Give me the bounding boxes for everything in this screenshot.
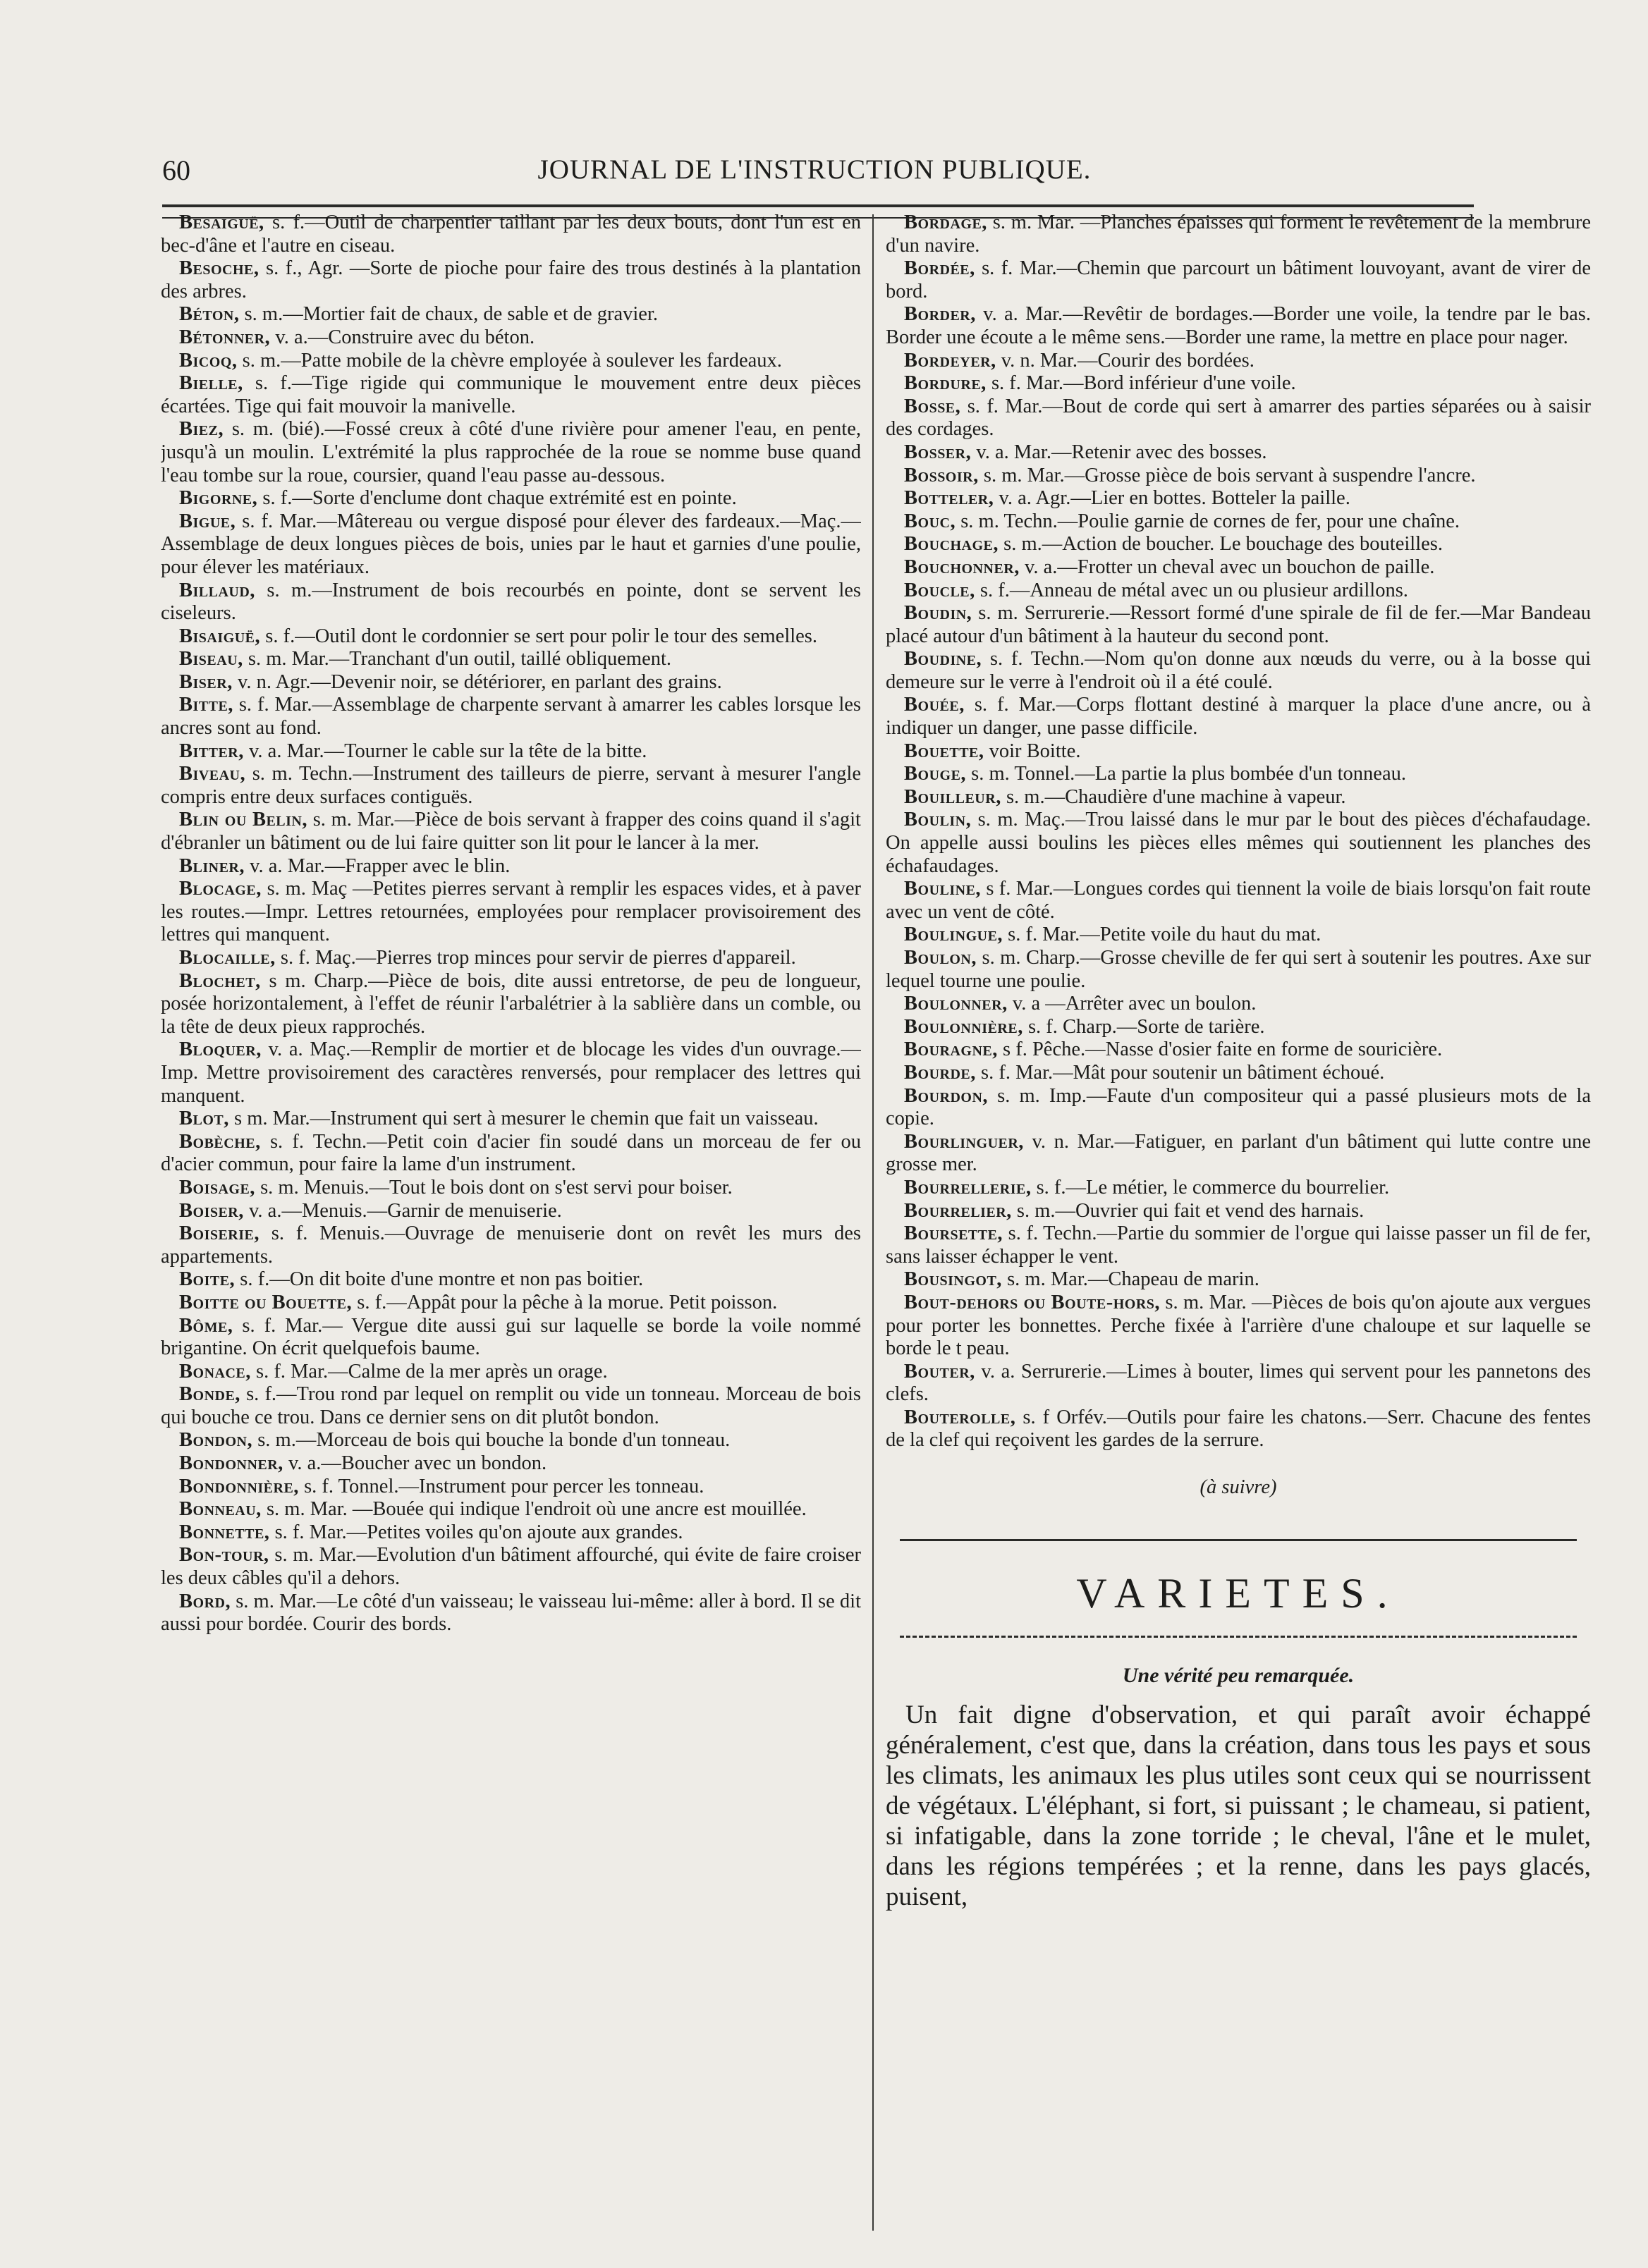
dictionary-entry <box>161 1590 861 1636</box>
entry-definition: s. f.—Le métier, le commerce du bourrelier. <box>1031 1176 1390 1199</box>
entry-definition: s. f. Techn.—Nom qu'on donne aux nœuds du verre, ou à la bosse qui demeure sur le verre à l'endroit où il a été coulé. <box>886 648 1591 693</box>
dictionary-entry <box>161 694 861 740</box>
page-number: 60 <box>162 154 190 186</box>
entry-definition: v. n. Mar.—Fatiguer, en parlant d'un bâtiment qui lutte contre une grosse mer. <box>886 1130 1591 1176</box>
entry-headword: Bordeyer, <box>904 349 996 372</box>
entry-headword: Blocaille, <box>179 947 276 969</box>
entry-headword: Boisage, <box>179 1176 255 1199</box>
dictionary-entry <box>161 1200 861 1223</box>
dictionary-entry <box>886 1131 1591 1177</box>
entry-headword: Boursette, <box>904 1222 1003 1245</box>
column-divider <box>872 214 874 2231</box>
entry-definition: v. a —Arrêter avec un boulon. <box>1007 993 1257 1015</box>
entry-definition: s. m. Techn.—Instrument des tailleurs de pierre, servant à mesurer l'angle compris entre deux surfaces contiguës. <box>161 763 861 808</box>
entry-headword: Bétonner, <box>179 326 271 348</box>
dictionary-entry <box>161 1361 861 1384</box>
dictionary-entry <box>886 1085 1591 1131</box>
entry-definition: v. a.—Menuis.—Garnir de menuiserie. <box>243 1199 562 1222</box>
dictionary-entry <box>161 510 861 580</box>
dictionary-entry <box>161 625 861 649</box>
dictionary-entry <box>161 970 861 1039</box>
dictionary-entry <box>886 809 1591 878</box>
entry-headword: Botteler, <box>904 487 994 510</box>
entry-definition: s. f.—Trou rond par lequel on remplit ou vide un tonneau. Morceau de bois qui bouche ce trou. Dans ce dernier sens on dit plutôt bondon. <box>161 1383 861 1428</box>
entry-definition: s. m. Imp.—Faute d'un compositeur qui a passé plusieurs mots de la copie. <box>886 1084 1591 1130</box>
entry-definition: v. a. Mar.—Frapper avec le blin. <box>244 854 511 877</box>
entry-headword: Bonace, <box>179 1360 251 1383</box>
dictionary-entry <box>886 372 1591 396</box>
entry-definition: v. a. Serrurerie.—Limes à bouter, limes qui servent pour les pannetons des clefs. <box>886 1360 1591 1406</box>
entry-definition: s. f. Mar.—Mât pour soutenir un bâtiment échoué. <box>975 1061 1385 1084</box>
entry-headword: Bosse, <box>904 395 961 417</box>
entry-definition: s. m. Mar.—Chapeau de marin. <box>1001 1268 1259 1291</box>
entry-headword: Besoche, <box>179 257 260 280</box>
section-separator <box>900 1539 1577 1541</box>
dictionary-entry <box>886 396 1591 441</box>
entry-headword: Bloquer, <box>179 1038 262 1061</box>
entry-definition: s. f. Maç.—Pierres trop minces pour servir de pierres d'appareil. <box>275 947 796 969</box>
dictionary-entry <box>161 303 861 326</box>
entry-headword: Bisaiguë, <box>179 625 261 647</box>
entry-headword: Blochet, <box>179 969 261 992</box>
dictionary-entry <box>161 947 861 970</box>
entry-headword: Bouterolle, <box>904 1406 1016 1428</box>
entry-definition: s. m. Mar.—Tranchant d'un outil, taillé obliquement. <box>243 648 672 670</box>
entry-headword: Bousingot, <box>904 1268 1002 1291</box>
dictionary-entry <box>161 418 861 487</box>
dictionary-entry <box>886 924 1591 947</box>
entry-definition: s. m. (bié).—Fossé creux à côté d'une rivière pour amener l'eau, en pente, jusqu'à un moulin. L'extrémité la plus rapprochée de la roue se nomme buse quand l'eau tombe sur la roue, coursier, quand l'eau passe au-dessous. <box>161 418 861 486</box>
dictionary-entry <box>161 740 861 764</box>
entry-definition: voir Boitte. <box>984 740 1081 762</box>
entry-definition: v. n. Mar.—Courir des bordées. <box>996 349 1255 372</box>
entry-headword: Bouge, <box>904 763 967 785</box>
dictionary-entry <box>161 763 861 809</box>
journal-title: JOURNAL DE L'INSTRUCTION PUBLIQUE. <box>537 154 1092 185</box>
entry-headword: Boudine, <box>904 648 982 670</box>
entry-definition: s. f.—Appât pour la pêche à la morue. Petit poisson. <box>352 1291 778 1313</box>
dictionary-entry <box>161 878 861 947</box>
dictionary-entry <box>886 1268 1591 1292</box>
entry-headword: Bitte, <box>179 694 233 716</box>
entry-headword: Bonnette, <box>179 1521 270 1543</box>
right-column-entries <box>886 212 1591 1452</box>
dictionary-entry <box>161 1383 861 1429</box>
dictionary-entry <box>886 510 1591 534</box>
dictionary-entry <box>161 1268 861 1292</box>
entry-headword: Bigue, <box>179 510 236 532</box>
entry-headword: Biez, <box>179 418 224 441</box>
dictionary-entry <box>886 1292 1591 1361</box>
dictionary-entry <box>161 1108 861 1131</box>
entry-definition: v. n. Agr.—Devenir noir, se détériorer, en parlant des grains. <box>232 670 722 693</box>
entry-headword: Bondonner, <box>179 1452 283 1475</box>
dictionary-entry <box>161 855 861 878</box>
entry-definition: s. f. Techn.—Partie du sommier de l'orgue qui laisse passer un fil de fer, sans laisser échapper le vent. <box>886 1222 1591 1268</box>
entry-headword: Blocage, <box>179 878 262 900</box>
dictionary-entry <box>161 1498 861 1521</box>
dictionary-entry <box>886 1177 1591 1200</box>
dictionary-entry <box>886 602 1591 648</box>
entry-definition: s. m. Techn.—Poulie garnie de cornes de fer, pour une chaîne. <box>956 510 1460 532</box>
entry-definition: s. f. Mar.—Petite voile du haut du mat. <box>1003 924 1322 946</box>
entry-headword: Blot, <box>179 1108 229 1130</box>
entry-headword: Boiserie, <box>179 1222 260 1245</box>
entry-definition: v. a.—Boucher avec un bondon. <box>283 1452 547 1475</box>
entry-headword: Bondon, <box>179 1429 253 1452</box>
dictionary-entry <box>886 786 1591 809</box>
dictionary-entry <box>161 1429 861 1452</box>
entry-headword: Boitte ou Bouette, <box>179 1291 353 1313</box>
entry-definition: s. f. Techn.—Petit coin d'acier fin soudé dans un morceau de fer ou d'acier commun, pour faire la lame d'un instrument. <box>161 1130 861 1176</box>
entry-definition: s. f. Charp.—Sorte de tarière. <box>1023 1015 1265 1038</box>
entry-headword: Bonde, <box>179 1383 240 1406</box>
entry-definition: s. m. Mar. —Pièces de bois qu'on ajoute aux vergues pour porter les bonnettes. Perche fixée à l'arrière d'une chaloupe et sur laquelle se borde le t peau. <box>886 1291 1591 1360</box>
entry-headword: Boucle, <box>904 579 975 601</box>
entry-definition: s. f.—On dit boite d'une montre et non pas boitier. <box>235 1268 644 1291</box>
dictionary-entry <box>161 1131 861 1177</box>
entry-headword: Boite, <box>179 1268 236 1291</box>
entry-headword: Bôme, <box>179 1314 233 1337</box>
entry-headword: Bourdon, <box>904 1084 989 1107</box>
dictionary-entry <box>161 257 861 303</box>
entry-headword: Boulonnière, <box>904 1015 1023 1038</box>
entry-headword: Bouc, <box>904 510 956 532</box>
to-be-continued: (à suivre) <box>1200 1476 1277 1499</box>
dictionary-entry <box>886 1016 1591 1039</box>
entry-headword: Bosser, <box>904 441 972 463</box>
dictionary-entry <box>886 1038 1591 1062</box>
entry-headword: Bigorne, <box>179 487 258 510</box>
left-column <box>161 212 861 2228</box>
dictionary-entry <box>886 556 1591 580</box>
article-body: Un fait digne d'observation, et qui paraît avoir échappé généralement, c'est que, dans la création, dans tous les pays et sous les climats, les animaux les plus utiles sont ceux qui se nourrissent de végétaux. L'éléphant, si fort, si puissant ; le chameau, si patient, si infatigable, dans la zone torride ; le cheval, l'âne et le mulet, dans les régions tempérées ; et la renne, dans les pays glacés, puisent, <box>886 1700 1591 1912</box>
entry-headword: Bouée, <box>904 694 965 716</box>
dictionary-entry <box>161 1292 861 1315</box>
entry-definition: s. f. Mar.—Corps flottant destiné à marquer la place d'une ancre, ou à indiquer un danger, une passe difficile. <box>886 694 1591 740</box>
entry-headword: Billaud, <box>179 579 255 601</box>
entry-definition: s. f. Mar.—Chemin que parcourt un bâtiment louvoyant, avant de virer de bord. <box>886 257 1591 302</box>
entry-headword: Border, <box>904 303 976 326</box>
section-dashed-rule <box>900 1636 1577 1638</box>
entry-headword: Bouette, <box>904 740 984 762</box>
entry-headword: Bourlinguer, <box>904 1130 1024 1153</box>
dictionary-entry <box>161 671 861 694</box>
dictionary-entry <box>886 350 1591 373</box>
dictionary-entry <box>886 212 1591 257</box>
entry-headword: Bondonnière, <box>179 1475 299 1497</box>
dictionary-entry <box>886 1222 1591 1268</box>
entry-headword: Bliner, <box>179 854 245 877</box>
dictionary-entry <box>161 212 861 257</box>
entry-headword: Bordure, <box>904 372 987 395</box>
dictionary-entry <box>886 580 1591 603</box>
dictionary-entry <box>161 326 861 350</box>
dictionary-entry <box>161 580 861 625</box>
entry-headword: Bouchonner, <box>904 556 1020 578</box>
entry-definition: s. f. Mar.—Mâtereau ou vergue disposé pour élever des fardeaux.—Maç.—Assemblage de deux longues pièces de bois, unies par le haut et garnies d'une poulie, pour élever les matériaux. <box>161 510 861 578</box>
entry-definition: s m. Charp.—Pièce de bois, dite aussi entretorse, de peu de longueur, posée horizontalement, à l'effet de réunir l'arbalétrier à la sablière dans un comble, ou la tête de deux pieux rapprochés. <box>161 969 861 1038</box>
entry-headword: Boiser, <box>179 1199 244 1222</box>
entry-definition: s. m. Mar.—Grosse pièce de bois servant à suspendre l'ancre. <box>978 464 1476 486</box>
entry-definition: s. f. Tonnel.—Instrument pour percer les tonneau. <box>298 1475 704 1497</box>
dictionary-entry <box>886 740 1591 764</box>
entry-definition: s. f. Mar.—Petites voiles qu'on ajoute aux grandes. <box>269 1521 683 1543</box>
entry-definition: s. m. Menuis.—Tout le bois dont on s'est servi pour boiser. <box>255 1176 733 1199</box>
entry-headword: Bielle, <box>179 372 243 395</box>
entry-definition: s. m.—Mortier fait de chaux, de sable et de gravier. <box>239 303 658 326</box>
entry-definition: s. m.—Morceau de bois qui bouche la bonde d'un tonneau. <box>252 1429 731 1452</box>
entry-definition: s. m. Maç —Petites pierres servant à remplir les espaces vides, et à paver les routes.—Impr. Lettres retournées, employées pour remplacer provisoirement des lettres qui manquent. <box>161 878 861 946</box>
entry-headword: Boulin, <box>904 809 972 831</box>
entry-headword: Biser, <box>179 670 233 693</box>
dictionary-entry <box>161 487 861 510</box>
dictionary-entry <box>886 763 1591 786</box>
entry-definition: v. a.—Construire avec du béton. <box>270 326 535 348</box>
dictionary-entry <box>886 947 1591 993</box>
entry-headword: Bonneau, <box>179 1498 262 1521</box>
entry-definition: s. f.—Outil de charpentier taillant par les deux bouts, dont l'un est en bec-d'âne et l'autre en ciseau. <box>161 212 861 257</box>
entry-headword: Bourrellerie, <box>904 1176 1032 1199</box>
entry-headword: Bouragne, <box>904 1038 998 1061</box>
entry-definition: v. a. Mar.—Tourner le cable sur la tête de la bitte. <box>243 740 647 762</box>
entry-headword: Bitter, <box>179 740 244 762</box>
dictionary-entry <box>886 1200 1591 1223</box>
entry-definition: s. m.—Ouvrier qui fait et vend des harnais. <box>1011 1199 1365 1222</box>
entry-definition: v. a. Mar.—Revêtir de bordages.—Border une voile, la tendre par le bas. Border une écoute a le même sens.—Border une rame, la mettre en place pour nager. <box>886 303 1591 348</box>
entry-headword: Bouchage, <box>904 533 999 556</box>
entry-headword: Bord, <box>179 1590 231 1612</box>
dictionary-entry <box>161 648 861 671</box>
entry-headword: Bon-tour, <box>179 1544 269 1567</box>
entry-headword: Bordage, <box>904 212 987 233</box>
dictionary-entry <box>886 1361 1591 1406</box>
entry-headword: Béton, <box>179 303 240 326</box>
dictionary-entry <box>886 441 1591 465</box>
entry-headword: Bouilleur, <box>904 785 1001 808</box>
entry-headword: Bourde, <box>904 1061 976 1084</box>
dictionary-entry <box>886 465 1591 488</box>
entry-definition: s. m. Mar.—Pièce de bois servant à frapper des coins quand il s'agit d'ébranler un bâtiment ou de lui faire quitter son lit pour le lancer à la mer. <box>161 809 861 854</box>
entry-definition: s. f.—Sorte d'enclume dont chaque extrémité est en pointe. <box>257 487 737 510</box>
entry-headword: Bicoq, <box>179 349 238 372</box>
entry-definition: s. f. Mar.—Bout de corde qui sert à amarrer des parties séparées ou à saisir des cordages. <box>886 395 1591 441</box>
entry-definition: s. f.—Anneau de métal avec un ou plusieur ardillons. <box>975 579 1408 601</box>
entry-headword: Bout-dehors ou Boute-hors, <box>904 1291 1161 1313</box>
dictionary-entry <box>161 1315 861 1361</box>
entry-headword: Boudin, <box>904 602 972 625</box>
entry-headword: Bobèche, <box>179 1130 261 1153</box>
entry-definition: s. m. Mar.—Evolution d'un bâtiment affourché, qui évite de faire croiser les deux câbles qu'il a dehors. <box>161 1544 861 1590</box>
entry-definition: s. f. Menuis.—Ouvrage de menuiserie dont on revêt les murs des appartements. <box>161 1222 861 1268</box>
entry-headword: Bourrelier, <box>904 1199 1012 1222</box>
right-column <box>886 212 1591 2228</box>
entry-definition: s. m.—Instrument de bois recourbés en pointe, dont se servent les ciseleurs. <box>161 579 861 625</box>
entry-definition: v. a. Agr.—Lier en bottes. Botteler la paille. <box>994 487 1350 510</box>
entry-definition: s. m. Maç.—Trou laissé dans le mur par le bout des pièces d'échafaudage. On appelle aussi boulins les pièces elles mêmes qui soutiennent les planches des échafaudages. <box>886 809 1591 877</box>
entry-definition: s. f. Mar.— Vergue dite aussi gui sur laquelle se borde la voile nommé brigantine. On écrit quelquefois baume. <box>161 1314 861 1360</box>
entry-definition: s. m. Mar.—Le côté d'un vaisseau; le vaisseau lui-même: aller à bord. Il se dit aussi pour bordée. Courir des bords. <box>161 1590 861 1636</box>
entry-definition: v. a. Maç.—Remplir de mortier et de blocage les vides d'un ouvrage.—Imp. Mettre provisoirement des caractères renversés, pour remplacer des lettres qui manquent. <box>161 1038 861 1107</box>
dictionary-entry <box>886 648 1591 694</box>
entry-definition: s. f.—Tige rigide qui communique le mouvement entre deux pièces écartées. Tige qui fait mouvoir la manivelle. <box>161 372 861 417</box>
dictionary-entry <box>161 1544 861 1590</box>
entry-definition: s f. Pêche.—Nasse d'osier faite en forme de souricière. <box>997 1038 1443 1061</box>
dictionary-entry <box>886 1406 1591 1452</box>
dictionary-entry <box>886 487 1591 510</box>
entry-headword: Besaiguë, <box>179 212 264 233</box>
entry-headword: Boulonner, <box>904 993 1008 1015</box>
entry-definition: s. f.—Outil dont le cordonnier se sert pour polir le tour des semelles. <box>260 625 818 647</box>
entry-definition: s. f. Mar.—Calme de la mer après un orage. <box>250 1360 608 1383</box>
entry-definition: s. m. Mar. —Bouée qui indique l'endroit où une ancre est mouillée. <box>261 1498 807 1521</box>
entry-headword: Boulingue, <box>904 924 1003 946</box>
entry-definition: s. f., Agr. —Sorte de pioche pour faire des trous destinés à la plantation des arbres. <box>161 257 861 302</box>
dictionary-entry <box>886 694 1591 740</box>
dictionary-entry <box>161 1452 861 1476</box>
dictionary-entry <box>161 1038 861 1108</box>
entry-headword: Bossoir, <box>904 464 979 486</box>
entry-headword: Blin ou Belin, <box>179 809 307 831</box>
entry-definition: s f. Mar.—Longues cordes qui tiennent la voile de biais lorsqu'on fait route avec un vent de côté. <box>886 878 1591 923</box>
entry-definition: v. a. Mar.—Retenir avec des bosses. <box>971 441 1267 463</box>
entry-headword: Bordée, <box>904 257 975 280</box>
entry-headword: Bouter, <box>904 1360 975 1383</box>
entry-definition: s. f Orfév.—Outils pour faire les chatons.—Serr. Chacune des fentes de la clef qui reçoivent les gardes de la serrure. <box>886 1406 1591 1452</box>
entry-definition: s. m. Serrurerie.—Ressort formé d'une spirale de fil de fer.—Mar Bandeau placé autour d'un bâtiment à la hauteur du second pont. <box>886 602 1591 647</box>
entry-headword: Biseau, <box>179 648 243 670</box>
entry-headword: Bouline, <box>904 878 982 900</box>
dictionary-entry <box>886 533 1591 556</box>
section-title: VARIETES. <box>1076 1569 1400 1617</box>
entry-definition: s. f. Mar.—Assemblage de charpente servant à amarrer les cables lorsque les ancres sont au fond. <box>161 694 861 740</box>
dictionary-entry <box>161 1476 861 1499</box>
entry-definition: s. m. Mar. —Planches épaisses qui forment le revêtement de la membrure d'un navire. <box>886 212 1591 257</box>
dictionary-entry <box>161 1222 861 1268</box>
dictionary-entry <box>886 1062 1591 1085</box>
dictionary-entry <box>886 993 1591 1016</box>
entry-headword: Boulon, <box>904 947 977 969</box>
entry-definition: s. m. Charp.—Grosse cheville de fer qui sert à soutenir les poutres. Axe sur lequel tourne une poulie. <box>886 947 1591 992</box>
entry-definition: v. a.—Frotter un cheval avec un bouchon de paille. <box>1019 556 1435 578</box>
dictionary-entry <box>161 1521 861 1545</box>
entry-headword: Biveau, <box>179 763 246 785</box>
entry-definition: s. m.—Patte mobile de la chèvre employée à soulever les fardeaux. <box>237 349 782 372</box>
dictionary-entry <box>161 809 861 854</box>
dictionary-entry <box>886 257 1591 303</box>
dictionary-entry <box>886 303 1591 349</box>
entry-definition: s. m. Tonnel.—La partie la plus bombée d'un tonneau. <box>966 763 1406 785</box>
page-header <box>155 148 1474 190</box>
entry-definition: s. m.—Action de boucher. Le bouchage des bouteilles. <box>998 533 1443 556</box>
entry-definition: s m. Mar.—Instrument qui sert à mesurer le chemin que fait un vaisseau. <box>228 1108 819 1130</box>
article-title: Une vérité peu remarquée. <box>1122 1663 1355 1687</box>
entry-definition: s. f. Mar.—Bord inférieur d'une voile. <box>986 372 1296 395</box>
dictionary-entry <box>161 1177 861 1200</box>
dictionary-entry <box>161 350 861 373</box>
dictionary-entry <box>161 372 861 418</box>
dictionary-entry <box>886 878 1591 924</box>
entry-definition: s. m.—Chaudière d'une machine à vapeur. <box>1001 785 1346 808</box>
